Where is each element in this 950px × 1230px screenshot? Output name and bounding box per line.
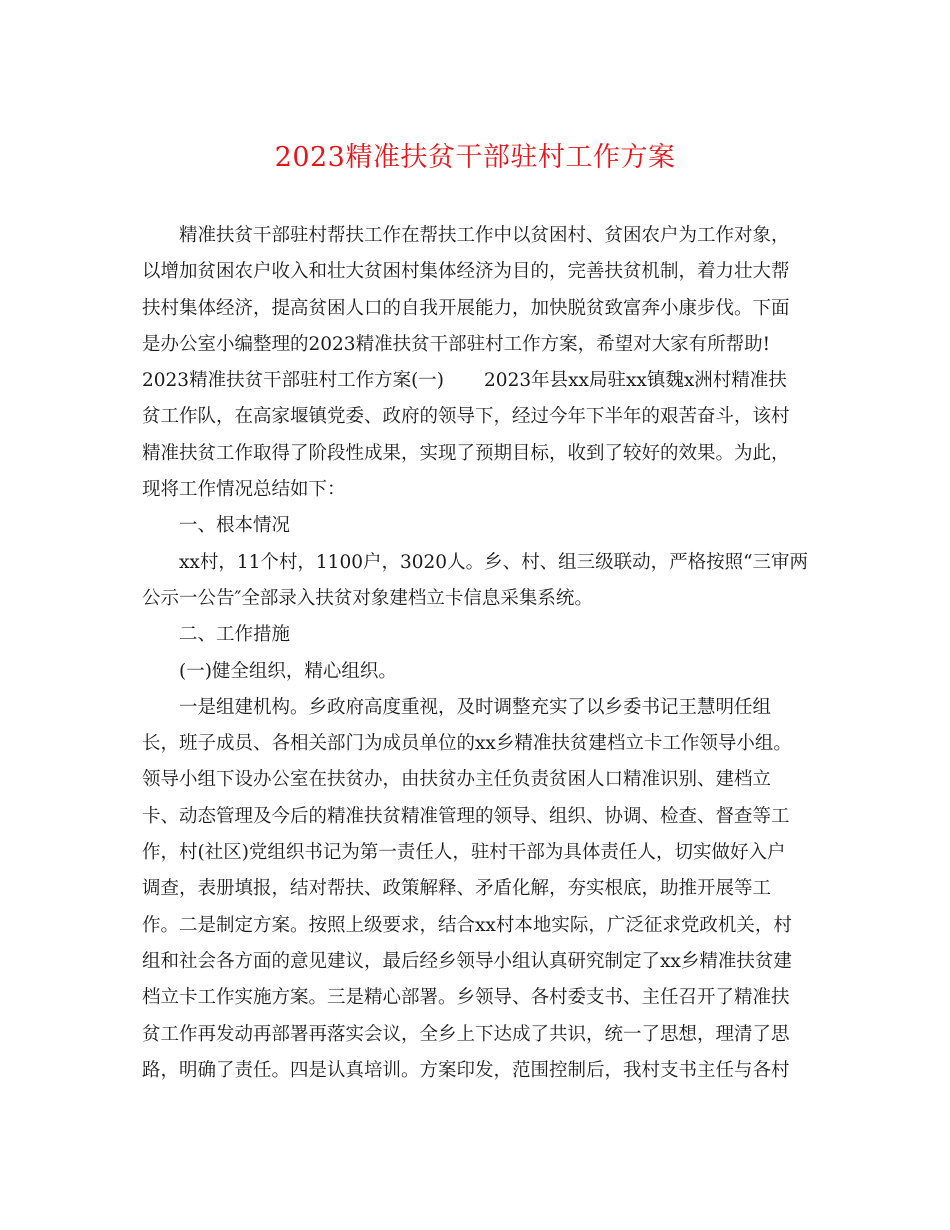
text-line: 现将工作情况总结如下： — [142, 479, 346, 501]
text-line: 调查，表册填报，结对帮扶、政策解释、矛盾化解，夯实根底，助推开展等工 — [142, 878, 772, 900]
text-line: 是办公室小编整理的2023精准扶贫干部驻村工作方案，希望对大家有所帮助! — [142, 333, 771, 355]
text-line: 贫工作再发动再部署再落实会议，全乡上下达成了共识，统一了思想，理清了思 — [142, 1023, 790, 1045]
text-line: 扶村集体经济，提高贫困人口的自我开展能力，加快脱贫致富奔小康步伐。下面 — [142, 297, 790, 319]
text-line-combined — [142, 363, 804, 399]
text-line: 领导小组下设办公室在扶贫办，由扶贫办主任负责贫困人口精准识别、建档立 — [142, 769, 772, 791]
document-body — [142, 218, 809, 1089]
text-line: 作，村(社区)党组织书记为第一责任人，驻村干部为具体责任人，切实做好入户 — [142, 842, 786, 864]
section-heading-basic: 一、根本情况 — [179, 515, 291, 537]
text-line: 贫工作队，在高家堰镇党委、政府的领导下，经过今年下半年的艰苦奋斗，该村 — [142, 406, 790, 428]
text-line: 作。二是制定方案。按照上级要求，结合xx村本地实际，广泛征求党政机关，村 — [142, 914, 792, 936]
text-segment: 2023年县xx局驻xx镇魏x洲村精准扶 — [484, 370, 787, 392]
text-line: 档立卡工作实施方案。三是精心部署。乡领导、各村委支书、主任召开了精准扶 — [142, 987, 790, 1009]
text-line: 路，明确了责任。四是认真培训。方案印发，范围控制后，我村支书主任与各村 — [142, 1059, 790, 1081]
text-line: 组和社会各方面的意见建议，最后经乡领导小组认真研究制定了xx乡精准扶贫建 — [142, 950, 792, 972]
section-heading-measures: 二、工作措施 — [179, 624, 291, 646]
document-title: 2023精准扶贫干部驻村工作方案 — [274, 142, 676, 173]
text-line: xx村，11个村，1100户，3020人。乡、村、组三级联动，严格按照“三审两 — [179, 551, 809, 573]
text-line: 一是组建机构。乡政府高度重视，及时调整充实了以乡委书记王慧明任组 — [179, 696, 772, 718]
text-line: 精准扶贫工作取得了阶段性成果，实现了预期目标，收到了较好的效果。为此， — [142, 442, 790, 464]
section-heading-plan-one: 2023精准扶贫干部驻村工作方案(一) — [142, 370, 445, 392]
text-line: 公示一公告″全部录入扶贫对象建档立卡信息采集系统。 — [142, 587, 593, 609]
text-line: 精准扶贫干部驻村帮扶工作在帮扶工作中以贫困村、贫困农户为工作对象， — [179, 225, 790, 246]
text-line: 卡、动态管理及今后的精准扶贫精准管理的领导、组织、协调、检查、督查等工 — [142, 805, 790, 827]
text-line: 长，班子成员、各相关部门为成员单位的xx乡精准扶贫建档立卡工作领导小组。 — [142, 733, 792, 755]
text-line: 以增加贫困农户收入和壮大贫困村集体经济为目的，完善扶贫机制，着力壮大帮 — [142, 261, 790, 283]
subsection-heading: (一)健全组织，精心组织。 — [179, 660, 397, 682]
